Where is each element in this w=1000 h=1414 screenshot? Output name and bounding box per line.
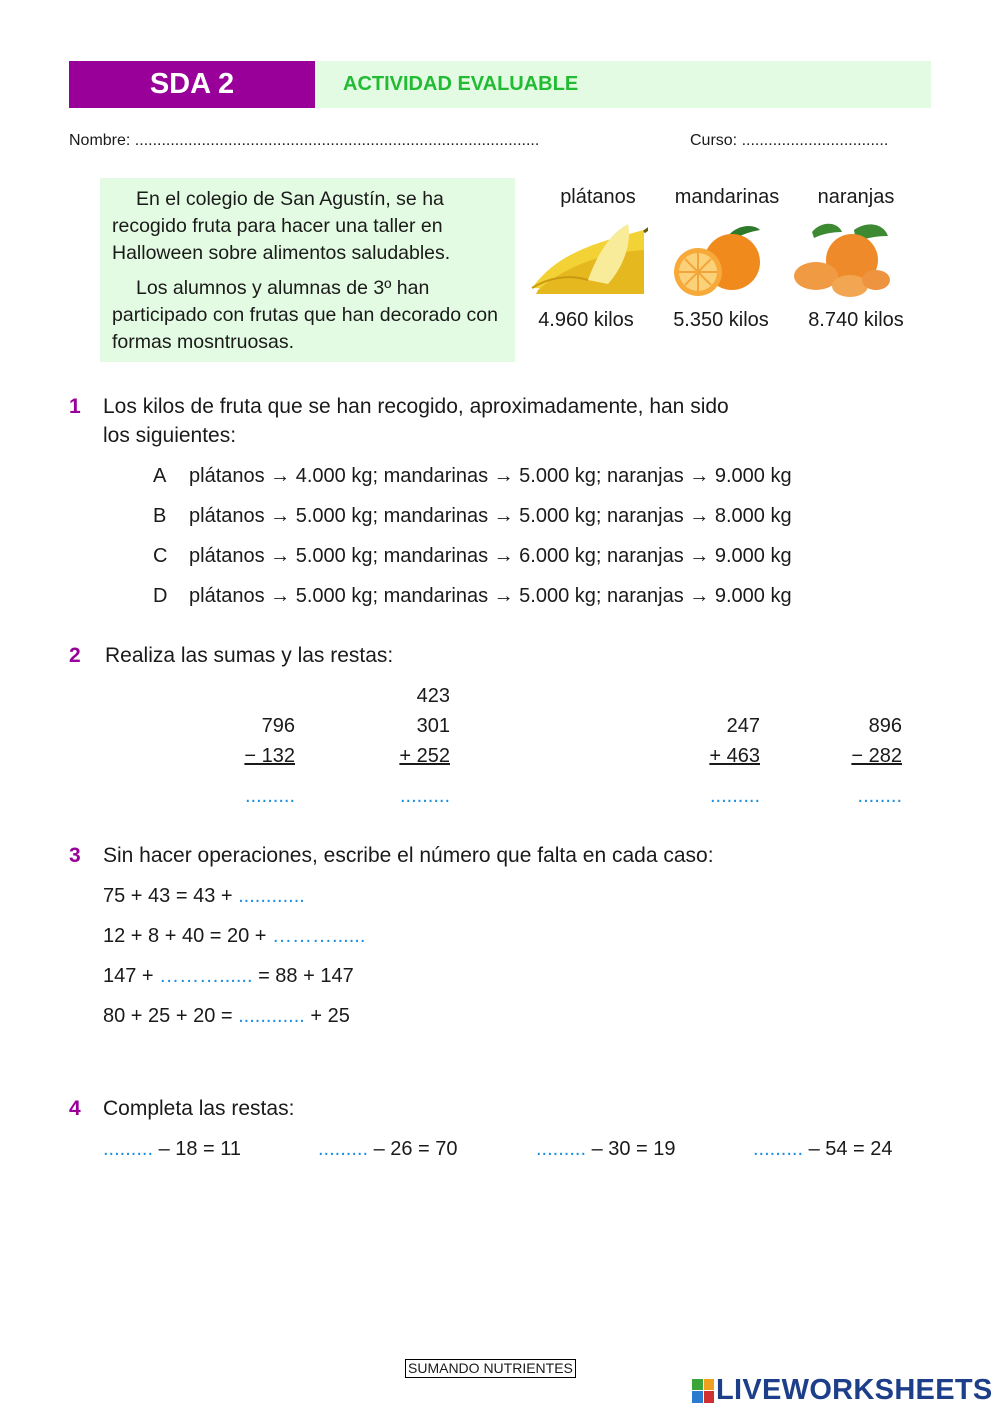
option-a[interactable] <box>153 465 792 488</box>
operand-a: 247 <box>726 715 760 737</box>
subtraction-item: ......... – 18 = 11 <box>103 1138 242 1160</box>
orange-icon <box>668 222 768 296</box>
liveworksheets-logo[interactable] <box>692 1374 993 1407</box>
tangerine-icon <box>792 218 894 300</box>
option-text: plátanos → 5.000 kg; mandarinas → 5.000 kg; naranjas → 9.000 kg <box>189 585 792 607</box>
option-letter: D <box>153 585 168 607</box>
answer-blank[interactable]: ………...... <box>159 965 253 987</box>
fruit-kilos-mandarins: 5.350 kilos <box>673 309 769 331</box>
activity-title: ACTIVIDAD EVALUABLE <box>315 61 931 108</box>
operand-b: + 463 <box>709 745 760 767</box>
answer-blank[interactable]: ......... <box>753 1138 804 1160</box>
answer-blank[interactable]: ............ <box>238 885 305 907</box>
answer-blank[interactable]: ......... <box>103 1138 154 1160</box>
question-1-line-2: los siguientes: <box>103 424 237 447</box>
fruit-kilos-oranges: 8.740 kilos <box>808 309 904 331</box>
option-text: plátanos → 5.000 kg; mandarinas → 5.000 kg; naranjas → 8.000 kg <box>189 505 792 527</box>
answer-blank[interactable]: ......... <box>318 1138 369 1160</box>
operand-b: − 282 <box>851 745 902 767</box>
equation-line: 80 + 25 + 20 = ............ + 25 <box>103 1005 350 1027</box>
option-letter: B <box>153 505 167 527</box>
answer-blank[interactable]: ........ <box>857 785 902 807</box>
fruit-name-oranges: naranjas <box>817 186 895 208</box>
banana-icon <box>528 222 648 296</box>
equation-line: 147 + ………...... = 88 + 147 <box>103 965 354 987</box>
operand-a: 301 <box>416 715 450 737</box>
operand-b: + 252 <box>399 745 450 767</box>
name-field-label: Nombre: ........................................................................................... <box>69 132 540 149</box>
equation-line: 75 + 43 = 43 + ............ <box>103 885 305 907</box>
subtraction-item: ......... – 54 = 24 <box>753 1138 893 1160</box>
question-1-line-1: Los kilos de fruta que se han recogido, aproximadamente, han sido <box>103 395 729 418</box>
option-c[interactable] <box>153 545 792 568</box>
answer-blank[interactable]: ......... <box>709 785 760 807</box>
answer-blank[interactable]: ………...... <box>272 925 366 947</box>
option-b[interactable] <box>153 505 792 528</box>
option-d[interactable] <box>153 585 792 608</box>
liveworksheets-icon <box>692 1379 714 1403</box>
answer-blank[interactable]: ......... <box>244 785 295 807</box>
fruit-name-bananas: plátanos <box>560 186 636 208</box>
option-text: plátanos → 5.000 kg; mandarinas → 6.000 kg; naranjas → 9.000 kg <box>189 545 792 567</box>
intro-paragraph-2: Los alumnos y alumnas de 3º han participado con frutas que han decorado con formas mosntruosas. <box>112 277 498 353</box>
option-letter: C <box>153 545 168 567</box>
fruit-kilos-bananas: 4.960 kilos <box>538 309 634 331</box>
question-number: 1 <box>69 395 81 418</box>
question-number: 4 <box>69 1097 81 1120</box>
intro-box <box>100 178 515 362</box>
operand-top: 423 <box>416 685 450 707</box>
question-1-text <box>103 392 729 450</box>
activity-code: SDA 2 <box>69 61 315 108</box>
option-letter: A <box>153 465 167 487</box>
fruit-name-mandarins: mandarinas <box>674 186 780 208</box>
subtraction-item: ......... – 30 = 19 <box>536 1138 676 1160</box>
brand-text: LIVEWORKSHEETS <box>716 1374 993 1406</box>
operand-a: 796 <box>261 715 295 737</box>
question-2-text: Realiza las sumas y las restas: <box>105 644 394 667</box>
operand-b: − 132 <box>244 745 295 767</box>
question-number: 2 <box>69 644 81 667</box>
operand-a: 896 <box>868 715 902 737</box>
answer-blank[interactable]: ......... <box>399 785 450 807</box>
question-4-text: Completa las restas: <box>103 1097 295 1120</box>
question-number: 3 <box>69 844 81 867</box>
course-field-label: Curso: ................................. <box>690 132 889 149</box>
question-3-text: Sin hacer operaciones, escribe el número que falta en cada caso: <box>103 844 714 867</box>
option-text: plátanos → 4.000 kg; mandarinas → 5.000 kg; naranjas → 9.000 kg <box>189 465 792 487</box>
answer-blank[interactable]: ......... <box>536 1138 587 1160</box>
equation-line: 12 + 8 + 40 = 20 + ………...... <box>103 925 366 947</box>
answer-blank[interactable]: ............ <box>238 1005 305 1027</box>
footer-label: SUMANDO NUTRIENTES <box>405 1359 576 1378</box>
subtraction-item: ......... – 26 = 70 <box>318 1138 458 1160</box>
intro-paragraph-1: En el colegio de San Agustín, se ha recogido fruta para hacer una taller en Halloween sobre alimentos saludables. <box>112 188 451 264</box>
